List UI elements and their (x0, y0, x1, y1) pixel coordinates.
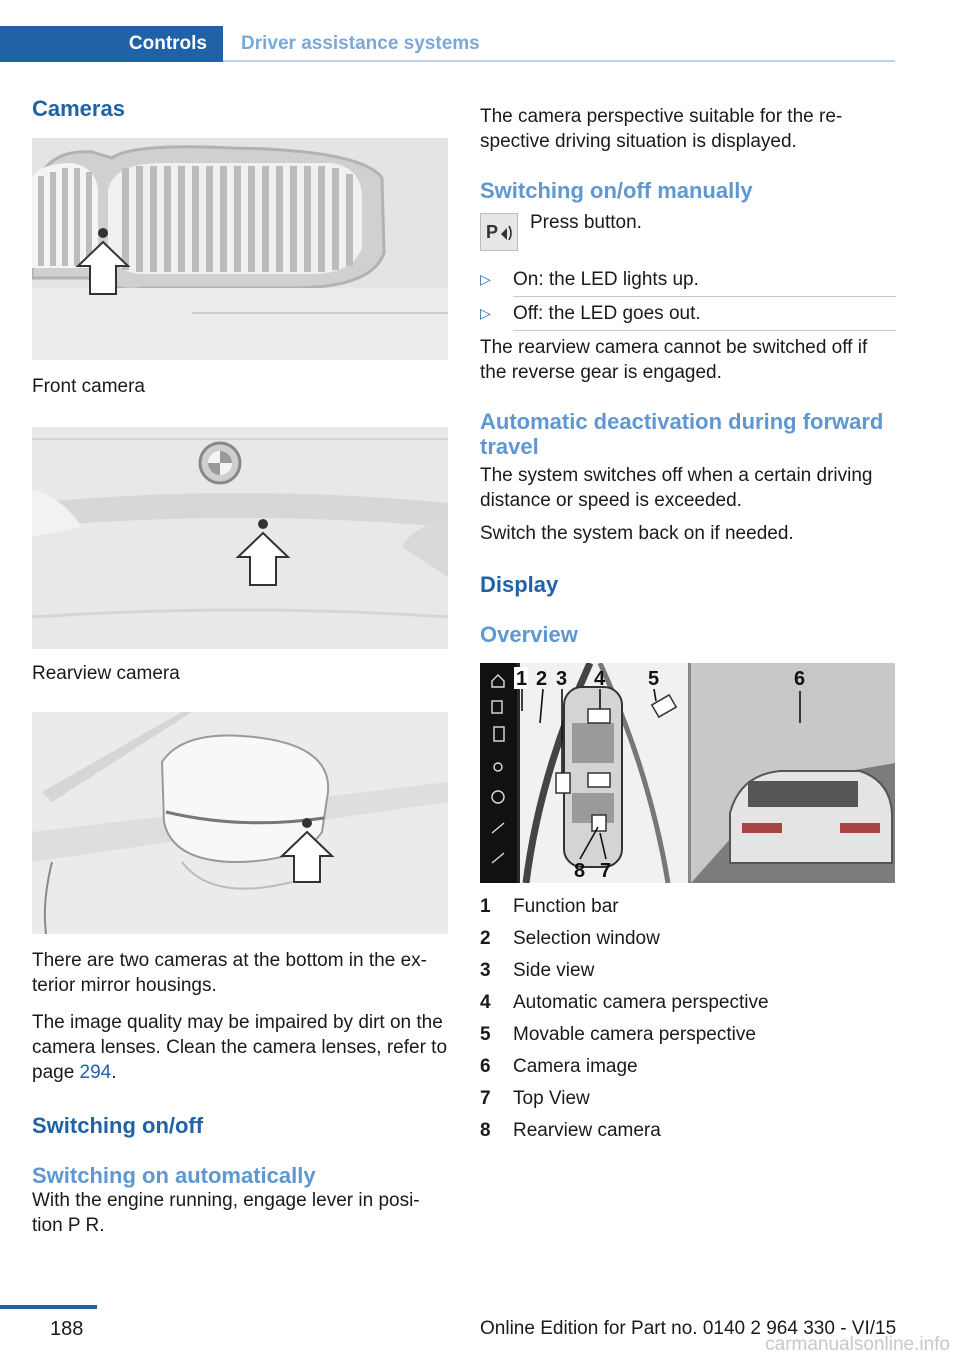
press-button-row (480, 213, 896, 257)
legend-label: Function bar (513, 896, 619, 917)
overview-legend (480, 891, 896, 1147)
parking-camera-icon (481, 214, 517, 250)
legend-label: Automatic camera perspective (513, 992, 769, 1013)
image-quality-text-end: . (111, 1062, 117, 1083)
footer-accent-line (0, 1305, 97, 1309)
front-camera-figure (32, 138, 448, 360)
camera-display-overview-diagram (480, 663, 895, 883)
perspective-text: The camera perspective suitable for the re-spective driving situation is displayed. (480, 106, 843, 152)
list-separator (513, 296, 896, 297)
led-list (480, 267, 896, 331)
list-item-on (480, 267, 896, 292)
image-quality-text-part: The image quality may be impaired by dirt on the camera lenses. Clean the camera lenses, refer to page (32, 1012, 448, 1083)
legend-item (480, 1051, 896, 1083)
mirror-camera-text: There are two cameras at the bottom in the ex-terior mirror housings. (32, 950, 427, 996)
diagram-label-3: 3 (556, 668, 568, 690)
diagram-label-5: 5 (648, 668, 660, 690)
caption-rearview-camera: Rearview camera (32, 663, 180, 684)
diagram-label-8: 8 (574, 860, 586, 882)
park-assist-button-icon[interactable] (480, 213, 518, 251)
caption-front-camera: Front camera (32, 376, 145, 397)
legend-label: Side view (513, 960, 595, 981)
right-column (480, 96, 896, 1147)
legend-item (480, 955, 896, 987)
legend-number: 8 (480, 1120, 491, 1141)
legend-number: 7 (480, 1088, 491, 1109)
press-button-text: Press button. (530, 212, 642, 233)
triangle-bullet-icon: ▷ (480, 305, 491, 321)
section-tab[interactable]: Driver assistance systems (241, 33, 480, 54)
rearview-camera-figure (32, 427, 448, 649)
diagram-label-1: 1 (516, 668, 528, 690)
legend-number: 6 (480, 1056, 491, 1077)
list-separator (513, 330, 896, 331)
edition-text: Online Edition for Part no. 0140 2 964 330 - VI/15 (480, 1318, 897, 1339)
legend-label: Top View (513, 1088, 590, 1109)
heading-display: Display (480, 572, 559, 597)
diagram-label-6: 6 (794, 668, 806, 690)
legend-item (480, 987, 896, 1019)
diagram-label-7: 7 (600, 860, 612, 882)
triangle-bullet-icon: ▷ (480, 271, 491, 287)
list-item-off (480, 301, 896, 326)
page-number: 188 (50, 1318, 84, 1340)
page-header (0, 26, 895, 62)
heading-automatic-deactivation: Automatic deactivation during forward travel (480, 409, 884, 459)
svg-text:P: P (486, 222, 499, 242)
legend-item (480, 1115, 896, 1147)
page-link-294[interactable]: 294 (79, 1062, 112, 1083)
rear-off-text: The rearview camera cannot be switched off if the reverse gear is engaged. (480, 337, 868, 383)
legend-item (480, 891, 896, 923)
header-divider (223, 60, 895, 62)
legend-item (480, 1019, 896, 1051)
list-item-off-text: Off: the LED goes out. (513, 303, 701, 324)
legend-label: Movable camera perspective (513, 1024, 756, 1045)
heading-switching-on-automatically: Switching on automatically (32, 1163, 316, 1188)
image-quality-text (32, 1010, 448, 1085)
diagram-label-4: 4 (594, 668, 606, 690)
legend-label: Selection window (513, 928, 660, 949)
legend-label: Rearview camera (513, 1120, 661, 1141)
heading-switching-on-off: Switching on/off (32, 1113, 204, 1138)
legend-item (480, 923, 896, 955)
mirror-camera-figure (32, 712, 448, 934)
legend-number: 4 (480, 992, 491, 1013)
legend-number: 1 (480, 896, 491, 917)
legend-item (480, 1083, 896, 1115)
legend-label: Camera image (513, 1056, 638, 1077)
heading-overview: Overview (480, 622, 578, 647)
diagram-label-2: 2 (536, 668, 548, 690)
auto-on-text: With the engine running, engage lever in posi-tion P R. (32, 1190, 420, 1236)
list-item-on-text: On: the LED lights up. (513, 269, 699, 290)
left-column (32, 96, 448, 1238)
legend-number: 5 (480, 1024, 491, 1045)
switch-back-text: Switch the system back on if needed. (480, 523, 794, 544)
watermark: carmanualsonline.info (765, 1334, 950, 1355)
heading-cameras: Cameras (32, 96, 125, 121)
legend-number: 3 (480, 960, 491, 981)
legend-number: 2 (480, 928, 491, 949)
chapter-tab[interactable]: Controls (0, 26, 223, 62)
auto-deact-text: The system switches off when a certain driving distance or speed is exceeded. (480, 465, 873, 511)
heading-switching-manually: Switching on/off manually (480, 178, 753, 203)
